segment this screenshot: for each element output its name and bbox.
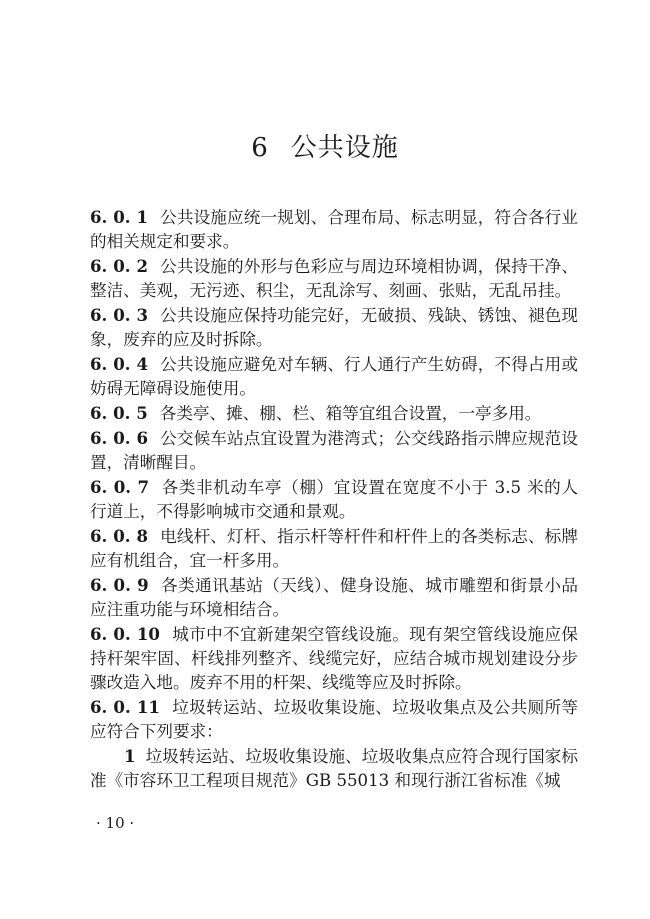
- clause-text: 公共设施应统一规划、合理布局、标志明显，符合各行业的相关规定和要求。: [90, 208, 578, 251]
- clause-text: 电线杆、灯杆、指示杆等杆件和杆件上的各类标志、标牌应有机组合，宜一杆多用。: [90, 527, 578, 570]
- chapter-title-text: 公共设施: [290, 133, 399, 163]
- clause: [90, 573, 578, 622]
- item-number: 1: [124, 746, 136, 766]
- clause: [90, 524, 578, 573]
- clause: [90, 352, 578, 401]
- clause-number: 6. 0. 5: [90, 403, 148, 423]
- clause-number: 6. 0. 8: [90, 526, 148, 546]
- clause-number: 6. 0. 7: [90, 477, 149, 497]
- chapter-number: 6: [251, 133, 269, 163]
- clause-text: 公交候车站点宜设置为港湾式；公交线路指示牌应规范设置，清晰醒目。: [90, 429, 578, 472]
- page-number: · 10 ·: [96, 814, 135, 832]
- clause-text: 公共设施应保持功能完好，无破损、残缺、锈蚀、褪色现象，废弃的应及时拆除。: [90, 306, 578, 349]
- clause-number: 6. 0. 11: [90, 697, 160, 717]
- clause: [90, 426, 578, 475]
- clause-text: 公共设施的外形与色彩应与周边环境相协调，保持干净、整洁、美观，无污迹、积尘，无乱涂写、刻画、张贴，无乱吊挂。: [90, 257, 578, 300]
- clause-text: 各类通讯基站（天线）、健身设施、城市雕塑和街景小品应注重功能与环境相结合。: [90, 576, 579, 619]
- item-text: 垃圾转运站、垃圾收集设施、垃圾收集点应符合现行国家标准《市容环卫工程项目规范》GB 55013 和现行浙江省标准《城: [90, 747, 578, 790]
- clause: [90, 401, 578, 426]
- clause-text: 垃圾转运站、垃圾收集设施、垃圾收集点及公共厕所等应符合下列要求：: [90, 698, 579, 741]
- body-text: [90, 205, 578, 793]
- clause: [90, 254, 578, 303]
- clause: [90, 695, 578, 744]
- clause: [90, 475, 578, 524]
- clause-number: 6. 0. 3: [90, 305, 148, 325]
- clause: [90, 303, 578, 352]
- clause-number: 6. 0. 6: [90, 428, 148, 448]
- clause-number: 6. 0. 10: [90, 624, 160, 644]
- clause-number: 6. 0. 1: [90, 207, 148, 227]
- clause-text: 公共设施应避免对车辆、行人通行产生妨碍，不得占用或妨碍无障碍设施使用。: [90, 355, 578, 398]
- clause-text: 各类亭、摊、棚、栏、箱等宜组合设置，一亭多用。: [159, 404, 542, 423]
- clause-text: 各类非机动车亭（棚）宜设置在宽度不小于 3.5 米的人行道上，不得影响城市交通和景观。: [90, 478, 578, 521]
- clause-number: 6. 0. 9: [90, 575, 149, 595]
- clause: [90, 205, 578, 254]
- clause-number: 6. 0. 4: [90, 354, 148, 374]
- list-item: [90, 744, 578, 793]
- chapter-title: [0, 127, 650, 164]
- clause: [90, 622, 578, 695]
- clause-number: 6. 0. 2: [90, 256, 148, 276]
- clause-text: 城市中不宜新建架空管线设施。现有架空管线设施应保持杆架牢固、杆线排列整齐、线缆完好，应结合城市规划建设分步骤改造入地。废弃不用的杆架、线缆等应及时拆除。: [90, 625, 579, 692]
